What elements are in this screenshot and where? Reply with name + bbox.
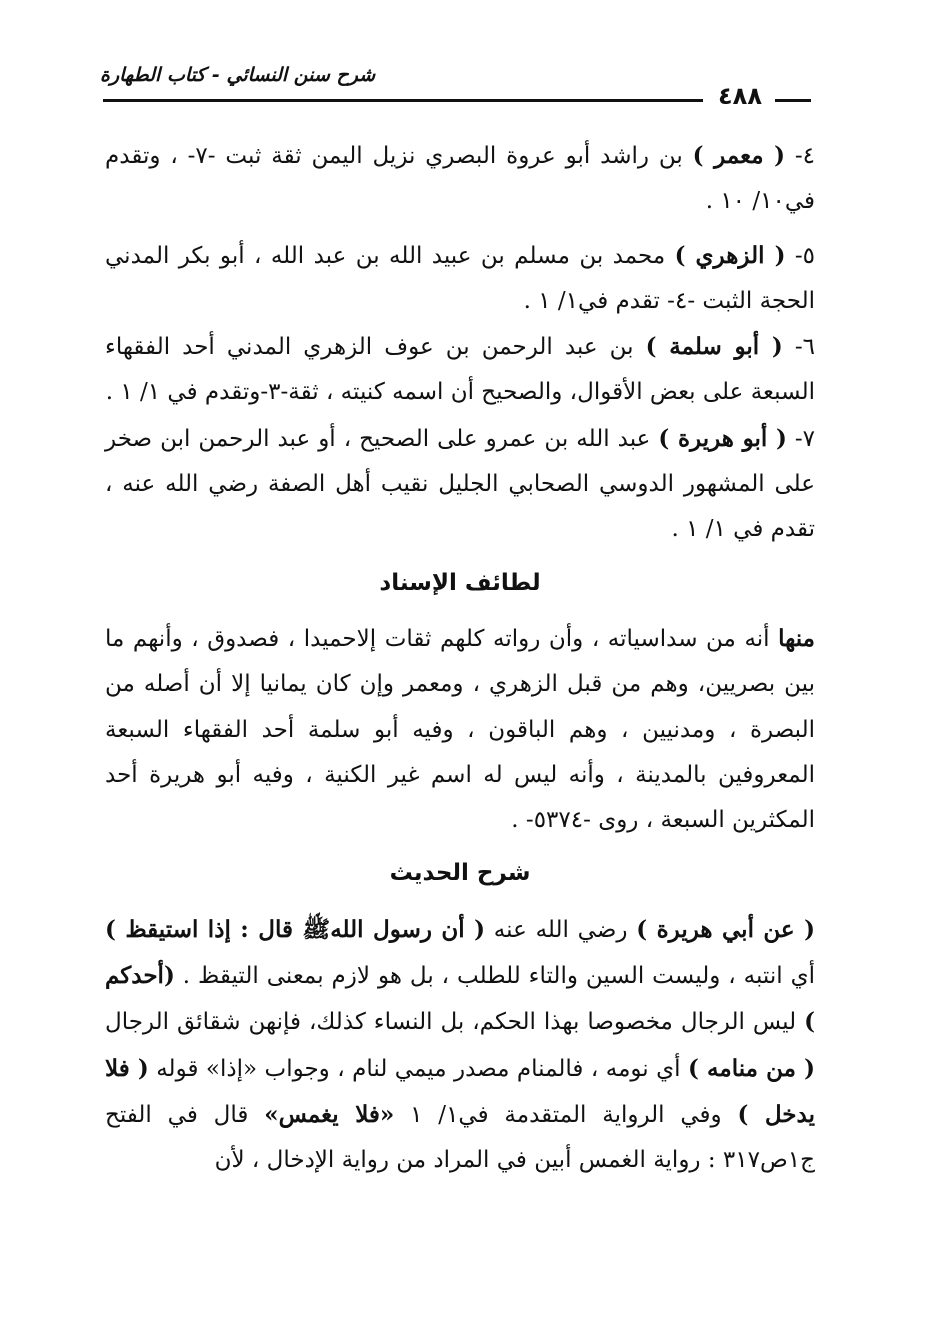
- narrator-entry: [105, 233, 815, 325]
- commentary-text: قال في الفتح ج١ص٣١٧ : رواية الغمس أبين في المراد من رواية الإدخال ، لأن: [105, 1101, 815, 1174]
- running-header-title: شرح سنن النسائي - كتاب الطهارة: [100, 64, 376, 86]
- quoted-phrase: ( من منامه ): [688, 1054, 815, 1082]
- section-heading: لطائف الإسناد: [379, 569, 541, 596]
- narrator-text: محمد بن مسلم بن عبيد الله بن عبد الله ، أبو بكر المدني الحجة الثبت -٤- تقدم في١/ ١ .: [105, 242, 815, 314]
- narrator-name: ( أبو هريرة ): [658, 424, 787, 452]
- quoted-phrase: ( عن أبي هريرة ): [636, 915, 815, 943]
- narrator-text: بن راشد أبو عروة البصري نزيل اليمن ثقة ثبت -٧- ، وتقدم في١٠/ ١٠ .: [105, 143, 815, 215]
- narrator-name: ( أبو سلمة ): [645, 333, 783, 361]
- page-number: ٤٨٨: [718, 82, 762, 110]
- section-heading: شرح الحديث: [389, 860, 531, 887]
- narrator-number: ٧-: [794, 425, 816, 452]
- narrator-entry: [105, 324, 815, 416]
- hadith-commentary-paragraph: [105, 907, 815, 1184]
- narrator-number: ٥-: [794, 242, 815, 269]
- paragraph-text: أنه من سداسياته ، وأن رواته كلهم ثقات إلاحميدا ، فصدوق ، وأنهم ما بين بصريين، وهم من قبل الزهري ، ومعمر وإن كان يمانيا إلا أن أصله من البصرة ، ومدنيين ، وهم الباقون ، وفيه أبو سلمة أحد الفقهاء السبعة المعروفين بالمدينة ، وأنه ليس له اسم غير الكنية ، وفيه أبو هريرة أحد المكثرين السبعة ، روى -٥٣٧٤- .: [105, 625, 815, 834]
- quoted-phrase: ( فلا يدخل ): [105, 1054, 815, 1128]
- commentary-text: وفي الرواية المتقدمة في١/ ١: [394, 1101, 738, 1128]
- narrator-text: عبد الله بن عمرو على الصحيح ، أو عبد الرحمن ابن صخر على المشهور الدوسي الصحابي الجليل نقيب أهل الصفة رضي الله عنه ، تقدم في ١/ ١ .: [105, 425, 815, 543]
- narrator-text: بن عبد الرحمن بن عوف الزهري المدني أحد الفقهاء السبعة على بعض الأقوال، والصحيح أن اسمه كنيته ، ثقة-٣-وتقدم في ١/ ١ .: [105, 334, 815, 406]
- narrator-number: ٤-: [794, 143, 816, 169]
- commentary-text: ليس الرجال مخصوصا بهذا الحكم، بل النساء كذلك، فإنهن شقائق الرجال: [105, 1009, 805, 1036]
- narrator-name: ( معمر ): [692, 142, 785, 169]
- quoted-phrase: ( أن رسول اللهﷺ قال : إذا استيقظ ): [105, 915, 486, 943]
- header-rule: [103, 99, 703, 102]
- narrator-entry: [105, 133, 815, 225]
- narrator-number: ٦-: [794, 334, 816, 361]
- isnad-notes-paragraph: [105, 616, 815, 843]
- narrator-name: ( الزهري ): [674, 241, 786, 269]
- narrator-entry: [105, 416, 815, 553]
- page-body: [105, 133, 815, 1192]
- quoted-phrase: (أحدكم ): [105, 962, 815, 1036]
- paragraph-lead: منها: [778, 624, 815, 652]
- commentary-text: رضي الله عنه: [485, 916, 637, 943]
- quoted-phrase: «فلا يغمس»: [264, 1100, 395, 1128]
- commentary-text: أي نومه ، فالمنام مصدر ميمي لنام ، وجواب «إذا» قوله: [148, 1055, 688, 1082]
- commentary-text: أي انتبه ، وليست السين والتاء للطلب ، بل هو لازم بمعنى التيقظ .: [174, 963, 815, 990]
- header-dash: [775, 99, 811, 102]
